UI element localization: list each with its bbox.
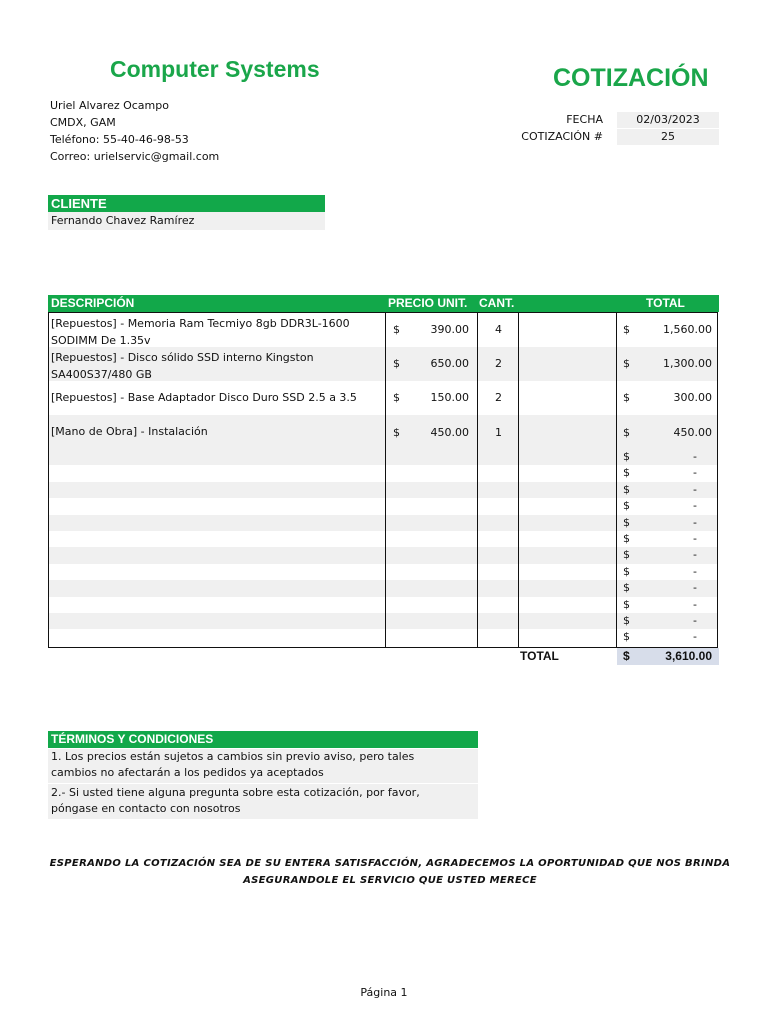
currency-sign: $ [623, 391, 630, 404]
grand-total [617, 648, 719, 665]
item-total: 1,300.00 [663, 357, 712, 370]
currency-sign: $ [393, 323, 400, 336]
item-total: - [693, 499, 697, 513]
term-2-line-2: póngase en contacto con nosotros [51, 802, 241, 815]
item-description-line-2: SA400S37/480 GB [51, 368, 152, 381]
item-total: 1,560.00 [663, 323, 712, 336]
item-total: - [693, 515, 697, 529]
sender-info [50, 97, 219, 165]
items-table-header [48, 295, 719, 312]
item-total: - [693, 482, 697, 496]
column-divider [616, 312, 617, 648]
currency-sign: $ [623, 614, 630, 627]
sender-email: Correo: urielservic@gmail.com [50, 150, 220, 163]
column-divider [385, 312, 386, 648]
term-1-line-2: cambios no afectarán a los pedidos ya aceptados [51, 766, 324, 779]
currency-sign: $ [623, 426, 630, 439]
item-total: - [693, 581, 697, 595]
term-1-line-1: 1. Los precios están sujetos a cambios sin previo aviso, pero tales [51, 750, 415, 763]
currency-sign: $ [623, 450, 630, 463]
header-description: DESCRIPCIÓN [51, 296, 135, 310]
item-quantity: 2 [495, 391, 502, 404]
item-unit-price: 390.00 [430, 323, 469, 336]
item-total: 300.00 [673, 391, 712, 404]
item-quantity: 4 [495, 323, 502, 336]
grand-total-value: 3,610.00 [665, 649, 712, 663]
item-description-line-1: [Mano de Obra] - Instalación [51, 425, 208, 438]
header-total: TOTAL [646, 296, 685, 310]
item-total: - [693, 532, 697, 545]
sender-phone: Teléfono: 55-40-46-98-53 [50, 133, 189, 146]
currency-sign: $ [623, 466, 630, 480]
currency-sign: $ [393, 426, 400, 439]
sender-city: CMDX, GAM [50, 116, 116, 129]
item-unit-price: 450.00 [430, 426, 469, 439]
currency-sign: $ [623, 649, 630, 663]
currency-sign: $ [393, 357, 400, 370]
header-quantity: CANT. [479, 296, 515, 310]
column-divider [477, 312, 478, 648]
total-label: TOTAL [520, 649, 559, 663]
date-label: FECHA [566, 113, 603, 126]
currency-sign: $ [623, 548, 630, 562]
item-quantity: 1 [495, 426, 502, 439]
currency-sign: $ [623, 630, 630, 644]
closing-message [40, 855, 740, 889]
currency-sign: $ [623, 323, 630, 336]
client-name: Fernando Chavez Ramírez [48, 212, 325, 230]
header-unit-price: PRECIO UNIT. [388, 296, 468, 310]
item-total: - [693, 630, 697, 644]
term-2-line-1: 2.- Si usted tiene alguna pregunta sobre esta cotización, por favor, [51, 786, 420, 799]
item-total: - [693, 450, 697, 463]
currency-sign: $ [623, 482, 630, 496]
item-unit-price: 150.00 [430, 391, 469, 404]
document-title: COTIZACIÓN [553, 64, 709, 92]
term-1 [48, 749, 478, 783]
item-total: - [693, 597, 697, 611]
currency-sign: $ [623, 581, 630, 595]
currency-sign: $ [623, 357, 630, 370]
item-description-line-1: [Repuestos] - Disco sólido SSD interno Kingston [51, 351, 314, 364]
page-number: Página 1 [360, 986, 408, 999]
date-value: 02/03/2023 [617, 112, 719, 128]
currency-sign: $ [623, 597, 630, 611]
quote-number-value: 25 [617, 129, 719, 145]
item-unit-price: 650.00 [430, 357, 469, 370]
item-total: 450.00 [673, 426, 712, 439]
currency-sign: $ [623, 499, 630, 513]
sender-name: Uriel Alvarez Ocampo [50, 99, 169, 112]
closing-line-2: ASEGURANDOLE EL SERVICIO QUE USTED MERECE [243, 875, 537, 886]
item-description-line-1: [Repuestos] - Base Adaptador Disco Duro SSD 2.5 a 3.5 [51, 391, 357, 404]
column-divider [518, 312, 519, 648]
item-total: - [693, 548, 697, 562]
client-header: CLIENTE [48, 195, 325, 212]
item-total: - [693, 564, 697, 578]
company-name: Computer Systems [110, 56, 320, 82]
terms-header: TÉRMINOS Y CONDICIONES [48, 731, 478, 748]
term-2 [48, 784, 478, 819]
item-total: - [693, 466, 697, 480]
currency-sign: $ [623, 515, 630, 529]
quote-number-label: COTIZACIÓN # [521, 130, 603, 143]
currency-sign: $ [623, 532, 630, 545]
item-description-line-1: [Repuestos] - Memoria Ram Tecmiyo 8gb DDR3L-1600 [51, 317, 350, 330]
item-total: - [693, 614, 697, 627]
item-description-line-2: SODIMM De 1.35v [51, 334, 151, 347]
currency-sign: $ [623, 564, 630, 578]
items-table-border [48, 312, 718, 648]
closing-line-1: ESPERANDO LA COTIZACIÓN SEA DE SU ENTERA SATISFACCIÓN, AGRADECEMOS LA OPORTUNIDAD QUE NOS BRINDA [49, 858, 731, 869]
currency-sign: $ [393, 391, 400, 404]
item-quantity: 2 [495, 357, 502, 370]
